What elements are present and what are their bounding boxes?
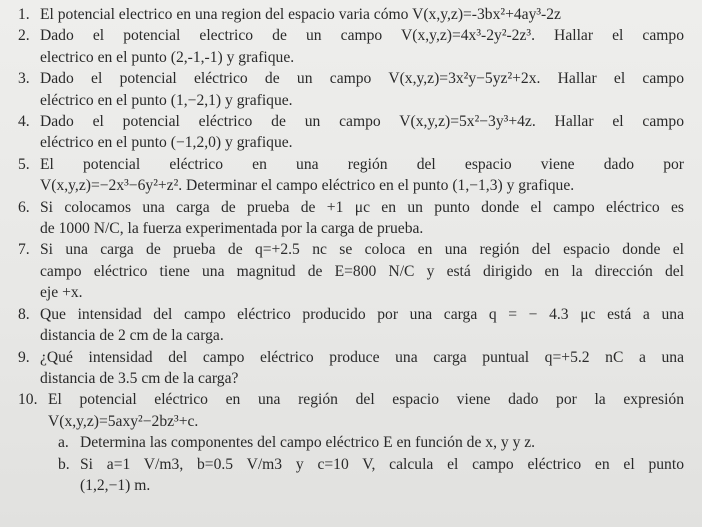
problem-line: Dado el potencial eléctrico de un campo V(x,y,z)=3x²y−5yz²+2x. Hallar el campo <box>40 70 684 88</box>
problem-number: 9. <box>18 348 30 366</box>
problem-line: eje +x. <box>40 284 83 302</box>
problem-8 <box>18 304 684 347</box>
problem-line: distancia de 2 cm de la carga. <box>40 327 224 345</box>
problem-number: 10. <box>18 391 38 409</box>
problem-line: campo eléctrico tiene una magnitud de E=800 N/C y está dirigido en la dirección del <box>40 262 684 280</box>
problem-line: eléctrico en el punto (1,−2,1) y grafique. <box>40 91 293 109</box>
problem-text <box>40 239 684 303</box>
problem-10 <box>18 389 684 432</box>
problem-5 <box>18 154 684 197</box>
problem-line: El potencial eléctrico en una región del espacio viene dado por la expresión <box>48 391 684 409</box>
problem-6 <box>18 197 684 240</box>
problem-1 <box>18 4 684 25</box>
subitem-label: a. <box>58 434 69 452</box>
problem-10-subitems <box>18 432 684 496</box>
problem-line: Que intensidad del campo eléctrico producido por una carga q = − 4.3 μc está a una <box>40 305 684 323</box>
problem-text <box>40 111 684 154</box>
problem-text <box>40 68 684 111</box>
problem-text <box>40 347 684 390</box>
subitem-a <box>58 432 684 453</box>
problem-number: 3. <box>18 70 30 88</box>
problem-number: 6. <box>18 198 30 216</box>
subitem-line: (1,2,−1) m. <box>80 476 151 494</box>
problem-text <box>40 197 684 240</box>
problem-line: Si colocamos una carga de prueba de +1 μc en un punto donde el campo eléctrico es <box>40 198 684 216</box>
problem-line: V(x,y,z)=−2x³−6y²+z². Determinar el campo eléctrico en el punto (1,−1,3) y grafique. <box>40 177 575 195</box>
subitem-b <box>58 454 684 497</box>
problem-line: ¿Qué intensidad del campo eléctrico produce una carga puntual q=+5.2 nC a una <box>40 348 684 366</box>
problem-number: 8. <box>18 305 30 323</box>
problem-line: El potencial electrico en una region del espacio varia cómo V(x,y,z)=-3bx²+4ay³-2z <box>40 6 561 23</box>
subitem-line: Si a=1 V/m3, b=0.5 V/m3 y c=10 V, calcula el campo eléctrico en el punto <box>80 455 684 473</box>
problem-2 <box>18 25 684 68</box>
problem-text <box>40 25 684 68</box>
problem-line: V(x,y,z)=5axy²−2bz³+c. <box>48 412 199 430</box>
subitem-text <box>80 432 684 453</box>
problem-number: 2. <box>18 27 30 45</box>
subitem-label: b. <box>58 455 70 473</box>
subitem-line: Determina las componentes del campo eléctrico E en función de x, y y z. <box>80 434 536 452</box>
problem-number: 4. <box>18 113 30 131</box>
problem-number: 5. <box>18 155 30 173</box>
problem-9 <box>18 347 684 390</box>
problem-line: Si una carga de prueba de q=+2.5 nc se coloca en una región del espacio donde el <box>40 241 684 259</box>
problem-line: Dado el potencial electrico de un campo V(x,y,z)=4x³-2y²-2z³. Hallar el campo <box>40 27 684 45</box>
subitem-text <box>80 454 684 497</box>
problem-4 <box>18 111 684 154</box>
problem-text <box>48 389 684 432</box>
problem-3 <box>18 68 684 111</box>
problem-line: Dado el potencial eléctrico de un campo V(x,y,z)=5x²−3y³+4z. Hallar el campo <box>40 113 684 131</box>
problem-text <box>40 154 684 197</box>
problem-line: distancia de 3.5 cm de la carga? <box>40 369 239 387</box>
problem-number: 1. <box>18 6 30 23</box>
problem-line: de 1000 N/C, la fuerza experimentada por la carga de prueba. <box>40 220 424 238</box>
problem-line: electrico en el punto (2,-1,-1) y grafique. <box>40 48 295 66</box>
problem-7 <box>18 239 684 303</box>
problem-line: El potencial eléctrico en una región del espacio viene dado por <box>40 155 684 173</box>
problem-number: 7. <box>18 241 30 259</box>
problem-text <box>40 4 684 25</box>
problem-line: eléctrico en el punto (−1,2,0) y grafique. <box>40 134 293 152</box>
problem-text <box>40 304 684 347</box>
